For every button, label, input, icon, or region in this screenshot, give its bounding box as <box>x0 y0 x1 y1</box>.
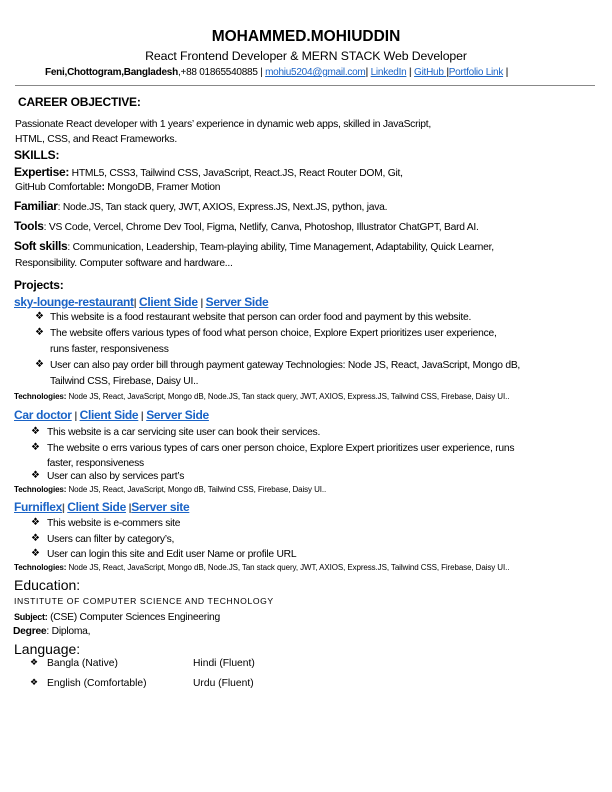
bullet-icon: ❖ <box>31 517 40 528</box>
project-bullet: This website is a food restaurant website that person can order food and payment by this website. <box>50 312 472 323</box>
project-technologies <box>14 389 509 405</box>
github-link[interactable]: GitHub <box>414 67 447 78</box>
bullet-icon: ❖ <box>31 548 40 559</box>
colon: : <box>101 182 105 193</box>
job-title: React Frontend Developer & MERN STACK Web Developer <box>145 49 467 63</box>
project-bullet: User can also by services part’s <box>47 471 185 482</box>
contact-line <box>45 65 508 81</box>
location: Feni,Chottogram,Bangladesh <box>45 67 178 78</box>
subject-text: (CSE) Computer Sciences Engineering <box>47 612 220 623</box>
soft-skills-label: Soft skills <box>14 239 68 253</box>
degree-label: Degree <box>13 626 47 637</box>
project-bullet: This website is a car servicing site user can book their services. <box>47 427 321 438</box>
separator: | <box>408 67 412 78</box>
project-link[interactable]: Furniflex <box>14 500 62 514</box>
tech-text: Node JS, React, JavaScript, Mongo dB, Node.JS, Tan stack query, JWT, AXIOS, Express.JS, Tailwind CSS, Firebase, Daisy UI.. <box>66 392 510 401</box>
expertise-text: HTML5, CSS3, Tailwind CSS, JavaScript, React.JS, React Router DOM, Git, <box>69 168 403 179</box>
project-bullet: User can login this site and Edit user Name or profile URL <box>47 549 297 560</box>
server-side-link[interactable]: Server Side <box>205 295 269 309</box>
bullet-icon: ❖ <box>35 311 44 322</box>
separator: | <box>140 411 144 422</box>
project-bullet: The website offers various types of food what person choice, Explore Expert prioritizes user experience, <box>50 328 497 339</box>
language-item: English (Comfortable) <box>47 678 147 689</box>
separator: | <box>505 67 509 78</box>
tech-label: Technologies: <box>14 392 67 401</box>
tools-text: : VS Code, Vercel, Chrome Dev Tool, Figma, Netlify, Canva, Photoshop, Illustrator ChatGPT, Bard AI. <box>43 222 479 233</box>
bullet-icon: ❖ <box>31 470 40 481</box>
tech-text: Node JS, React, JavaScript, Mongo dB, Tailwind CSS, Firebase, Daisy UI.. <box>66 485 327 494</box>
candidate-name: MOHAMMED.MOHIUDDIN <box>211 28 401 45</box>
bullet-icon: ❖ <box>35 327 44 338</box>
project-title-row <box>14 499 189 515</box>
familiar-label: Familiar <box>14 199 58 213</box>
skills-soft <box>14 238 494 254</box>
tools-label: Tools <box>14 219 44 233</box>
education-heading: Education: <box>14 577 81 593</box>
header-divider <box>15 85 595 86</box>
objective-line: HTML, CSS, and React Frameworks. <box>15 134 177 145</box>
skills-expertise <box>14 164 403 180</box>
subject-label: Subject: <box>14 612 48 622</box>
client-side-link[interactable]: Client Side <box>67 500 126 514</box>
separator: | <box>133 298 137 309</box>
bullet-icon: ❖ <box>35 359 44 370</box>
tech-label: Technologies: <box>14 485 67 494</box>
skills-comfortable <box>15 180 220 196</box>
project-bullet-cont: Tailwind CSS, Firebase, Daisy UI.. <box>50 376 199 387</box>
skills-heading: SKILLS: <box>14 148 60 162</box>
project-bullet-cont: faster, responsiveness <box>47 458 144 469</box>
separator: | <box>446 67 449 78</box>
separator: | <box>128 503 132 514</box>
skills-tools <box>14 218 479 234</box>
bullet-icon: ❖ <box>31 533 40 544</box>
tech-label: Technologies: <box>14 563 67 572</box>
bullet-icon: ❖ <box>30 677 39 687</box>
email-link[interactable]: mohiu5204@gmail.com <box>265 67 366 78</box>
bullet-icon: ❖ <box>31 442 40 453</box>
language-item: Bangla (Native) <box>47 658 118 669</box>
project-bullet: This website is e-commers site <box>47 518 181 529</box>
project-technologies <box>14 560 509 576</box>
project-title-row <box>14 407 209 423</box>
language-item: Urdu (Fluent) <box>193 678 254 689</box>
client-side-link[interactable]: Client Side <box>139 295 198 309</box>
familiar-text: : Node.JS, Tan stack query, JWT, AXIOS, Express.JS, Next.JS, python, java. <box>57 202 388 213</box>
education-degree <box>13 624 90 640</box>
server-side-link[interactable]: Server Side <box>146 408 209 422</box>
degree-text: : Diploma, <box>46 626 91 637</box>
server-side-link[interactable]: Server site <box>131 500 190 514</box>
project-bullet: Users can filter by category’s, <box>47 534 175 545</box>
bullet-icon: ❖ <box>30 657 39 667</box>
soft-skills-text: : Communication, Leadership, Team-playing ability, Time Management, Adaptability, Quick Learner, <box>67 242 494 253</box>
skills-familiar <box>14 198 387 214</box>
client-side-link[interactable]: Client Side <box>79 408 139 422</box>
project-title-row <box>14 294 268 310</box>
bullet-icon: ❖ <box>31 426 40 437</box>
tech-text: Node JS, React, JavaScript, Mongo dB, Node.JS, Tan stack query, JWT, AXIOS, Express.JS, Tailwind CSS, Firebase, Daisy UI.. <box>66 563 510 572</box>
portfolio-link[interactable]: Portfolio Link <box>448 67 504 78</box>
separator: | <box>74 411 77 422</box>
separator: | <box>365 67 369 78</box>
project-technologies <box>14 482 326 498</box>
comfortable-label: GitHub Comfortable <box>15 182 102 193</box>
institute-name: INSTITUTE OF COMPUTER SCIENCE AND TECHNOLOGY <box>14 596 274 606</box>
language-item: Hindi (Fluent) <box>193 658 255 669</box>
project-bullet: User can also pay order bill through payment gateway Technologies: Node JS, React, JavaScript, Mongo dB, <box>50 360 521 371</box>
skills-soft-cont: Responsibility. Computer software and hardware... <box>15 258 233 269</box>
education-subject <box>14 609 220 625</box>
language-heading: Language: <box>14 641 81 657</box>
projects-heading: Projects: <box>14 278 64 292</box>
comfortable-text: MongoDB, Framer Motion <box>104 182 221 193</box>
objective-line: Passionate React developer with 1 years’ experience in dynamic web apps, skilled in JavaScript, <box>15 119 431 130</box>
phone: ,+88 01865540885 | <box>177 67 263 78</box>
separator: | <box>61 503 65 514</box>
linkedin-link[interactable]: LinkedIn <box>370 67 407 78</box>
separator: | <box>200 298 203 309</box>
project-bullet-cont: runs faster, responsiveness <box>50 344 169 355</box>
objective-heading: CAREER OBJECTIVE: <box>18 95 141 109</box>
project-bullet: The website o errs various types of cars oner person choice, Explore Expert prioritizes user experience, runs <box>47 443 515 454</box>
project-link[interactable]: sky-lounge-restaurant <box>14 295 134 309</box>
project-link[interactable]: Car doctor <box>14 408 72 422</box>
expertise-label: Expertise: <box>14 165 70 179</box>
